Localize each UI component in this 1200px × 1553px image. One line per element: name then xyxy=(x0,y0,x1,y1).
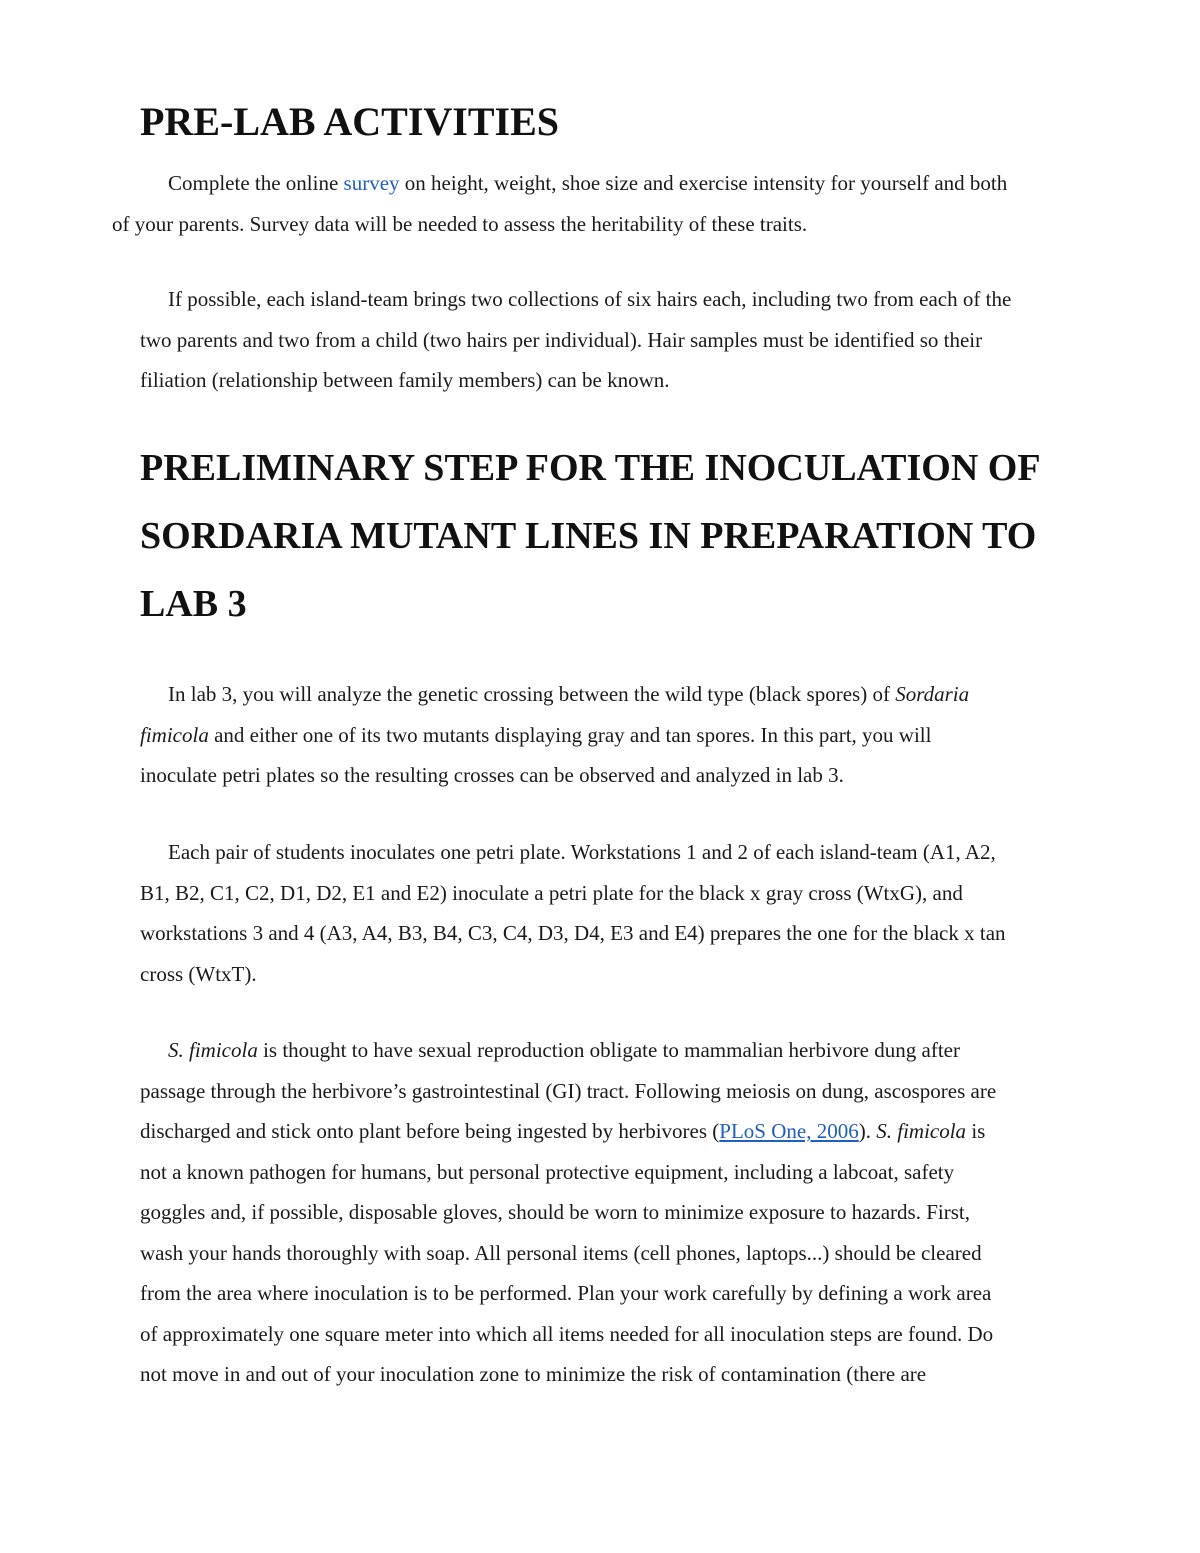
species-name: fimicola xyxy=(140,722,209,747)
text-line: workstations 3 and 4 (A3, A4, B3, B4, C3, C4, D3, D4, E3 and E4) prepares the one for the black x tan xyxy=(140,921,1006,945)
text-line: inoculate petri plates so the resulting crosses can be observed and analyzed in lab 3. xyxy=(140,763,844,787)
text-line: filiation (relationship between family members) can be known. xyxy=(140,368,670,392)
paragraph-hair-samples xyxy=(140,279,1115,401)
text-line: goggles and, if possible, disposable gloves, should be worn to minimize exposure to hazards. First, xyxy=(140,1200,970,1224)
text-line: Each pair of students inoculates one petri plate. Workstations 1 and 2 of each island-team (A1, A2, xyxy=(168,840,996,864)
text-line: of approximately one square meter into which all items needed for all inoculation steps are found. Do xyxy=(140,1321,994,1346)
heading-pre-lab-activities: PRE-LAB ACTIVITIES xyxy=(140,99,560,144)
text-segment: In lab 3, you will analyze the genetic crossing between the wild type (black spores) of xyxy=(168,682,896,706)
species-name: S. fimicola xyxy=(876,1119,967,1143)
text-line: from the area where inoculation is to be performed. Plan your work carefully by defining a work area xyxy=(140,1281,992,1305)
heading-line: LAB 3 xyxy=(140,583,247,625)
survey-link[interactable]: survey xyxy=(343,171,400,195)
text-line: B1, B2, C1, C2, D1, D2, E1 and E2) inoculate a petri plate for the black x gray cross (WtxG), and xyxy=(140,880,963,905)
paragraph-safety xyxy=(140,1030,1115,1395)
text-segment: on height, weight, shoe size and exercise intensity for yourself and both xyxy=(399,171,1008,195)
text-segment: is xyxy=(966,1119,986,1143)
text-line: cross (WtxT). xyxy=(140,961,257,986)
text-line: not a known pathogen for humans, but personal protective equipment, including a labcoat, safety xyxy=(140,1159,955,1184)
text-line: passage through the herbivore’s gastrointestinal (GI) tract. Following meiosis on dung, ascospores are xyxy=(140,1078,997,1103)
species-name: S. fimicola xyxy=(168,1038,258,1062)
text-segment: is thought to have sexual reproduction obligate to mammalian herbivore dung after xyxy=(257,1038,960,1062)
heading-line: PRELIMINARY STEP FOR THE INOCULATION OF xyxy=(140,447,1041,489)
text-segment: ). xyxy=(858,1119,877,1143)
species-name: Sordaria xyxy=(895,682,970,706)
heading-line: SORDARIA MUTANT LINES IN PREPARATION TO xyxy=(140,515,1037,557)
plos-one-link[interactable]: PLoS One, 2006 xyxy=(719,1119,859,1143)
text-segment: and either one of its two mutants displaying gray and tan spores. In this part, you will xyxy=(208,722,932,747)
paragraph-lab3-intro xyxy=(140,674,1115,796)
paragraph-survey xyxy=(112,163,1115,244)
text-line: If possible, each island-team brings two collections of six hairs each, including two from each of the xyxy=(168,287,1012,311)
text-line: two parents and two from a child (two hairs per individual). Hair samples must be identified so their xyxy=(140,327,983,352)
paragraph-workstations xyxy=(140,832,1115,994)
text-line: not move in and out of your inoculation zone to minimize the risk of contamination (there are xyxy=(140,1362,927,1386)
text-line: wash your hands thoroughly with soap. All personal items (cell phones, laptops...) should be cleared xyxy=(140,1240,982,1265)
text-line: of your parents. Survey data will be needed to assess the heritability of these traits. xyxy=(112,211,808,236)
heading-preliminary-step xyxy=(140,434,1115,638)
text-segment: discharged and stick onto plant before being ingested by herbivores ( xyxy=(140,1119,720,1143)
text-segment: Complete the online xyxy=(168,171,344,195)
